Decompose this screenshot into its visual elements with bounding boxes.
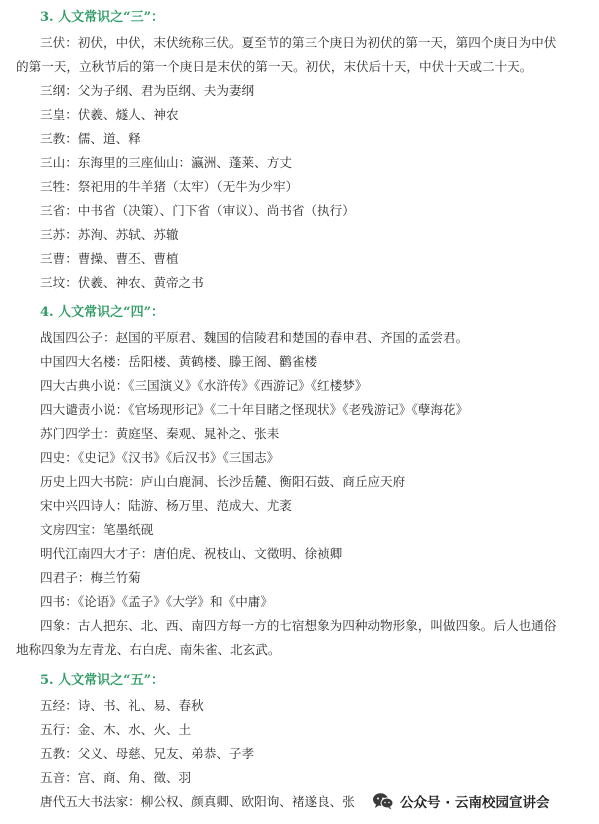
- section-5-line: 五行：金、木、水、火、土: [40, 722, 192, 737]
- watermark-text: 公众号 · 云南校园宣讲会: [400, 795, 550, 811]
- section-4-line: 地称四象为左青龙、右白虎、南朱雀、北玄武。: [16, 642, 281, 657]
- section-5-line: 五经：诗、书、礼、易、春秋: [40, 698, 204, 713]
- section-5-line: 五教：父义、母慈、兄友、弟恭、子孝: [40, 746, 255, 761]
- section-3-line: 三苏：苏洵、苏轼、苏辙: [40, 227, 179, 242]
- section-4-line: 宋中兴四诗人：陆游、杨万里、范成大、尤袤: [40, 498, 292, 513]
- section-4-line: 四君子：梅兰竹菊: [40, 570, 141, 585]
- section-3-line: 三纲：父为子纲、君为臣纲、夫为妻纲: [40, 83, 255, 98]
- section-3-line: 三教：儒、道、释: [40, 131, 141, 146]
- section-3-line: 三省：中书省（决策）、门下省（审议）、尚书省（执行）: [40, 203, 355, 218]
- section-5-heading: 5. 人文常识之“五”：: [40, 673, 165, 688]
- section-4-line: 四书：《论语》《孟子》《大学》和《中庸》: [40, 594, 273, 609]
- section-3-line: 三伏：初伏，中伏，末伏统称三伏。夏至节的第三个庚日为初伏的第一天，第四个庚日为中伏: [40, 35, 557, 50]
- section-3-line: 三曹：曹操、曹丕、曹植: [40, 251, 179, 266]
- section-4-line: 中国四大名楼：岳阳楼、黄鹤楼、滕王阁、鹳雀楼: [40, 354, 318, 369]
- section-4-heading: 4. 人文常识之“四”：: [40, 305, 165, 320]
- section-5-line: 五音：宫、商、角、徵、羽: [40, 770, 192, 785]
- section-4-line: 文房四宝：笔墨纸砚: [40, 522, 154, 537]
- wechat-icon: [372, 792, 394, 810]
- section-3-line: 三坟：伏羲、神农、黄帝之书: [40, 275, 204, 290]
- section-4-line: 四史：《史记》《汉书》《后汉书》《三国志》: [40, 450, 280, 465]
- wechat-watermark: [366, 788, 560, 814]
- section-4-line: 四大古典小说：《三国演义》《水浒传》《西游记》《红楼梦》: [40, 378, 368, 393]
- section-4-line: 四大谴责小说：《官场现形记》《二十年目睹之怪现状》《老残游记》《孽海花》: [40, 402, 469, 417]
- section-3-line: 三皇：伏羲、燧人、神农: [40, 107, 179, 122]
- section-4-line: 苏门四学士：黄庭坚、秦观、晁补之、张耒: [40, 426, 280, 441]
- section-3-line: 三山：东海里的三座仙山：瀛洲、蓬莱、方丈: [40, 155, 292, 170]
- section-4-line: 战国四公子：赵国的平原君、魏国的信陵君和楚国的春申君、齐国的孟尝君。: [40, 330, 469, 345]
- section-4-line: 四象：古人把东、北、西、南四方每一方的七宿想象为四种动物形象，叫做四象。后人也通俗: [40, 618, 557, 633]
- section-5-line: 唐代五大书法家：柳公权、颜真卿、欧阳询、褚遂良、张: [40, 794, 355, 809]
- section-4-line: 历史上四大书院：庐山白鹿洞、长沙岳麓、衡阳石鼓、商丘应天府: [40, 474, 406, 489]
- section-3-line: 的第一天，立秋节后的第一个庚日是末伏的第一天。初伏，末伏后十天，中伏十天或二十天。: [16, 59, 533, 74]
- section-3-line: 三牲：祭祀用的牛羊猪（太牢）（无牛为少牢）: [40, 179, 299, 194]
- section-4-line: 明代江南四大才子：唐伯虎、祝枝山、文徵明、徐祯卿: [40, 546, 343, 561]
- section-3-heading: 3. 人文常识之“三”：: [40, 10, 165, 25]
